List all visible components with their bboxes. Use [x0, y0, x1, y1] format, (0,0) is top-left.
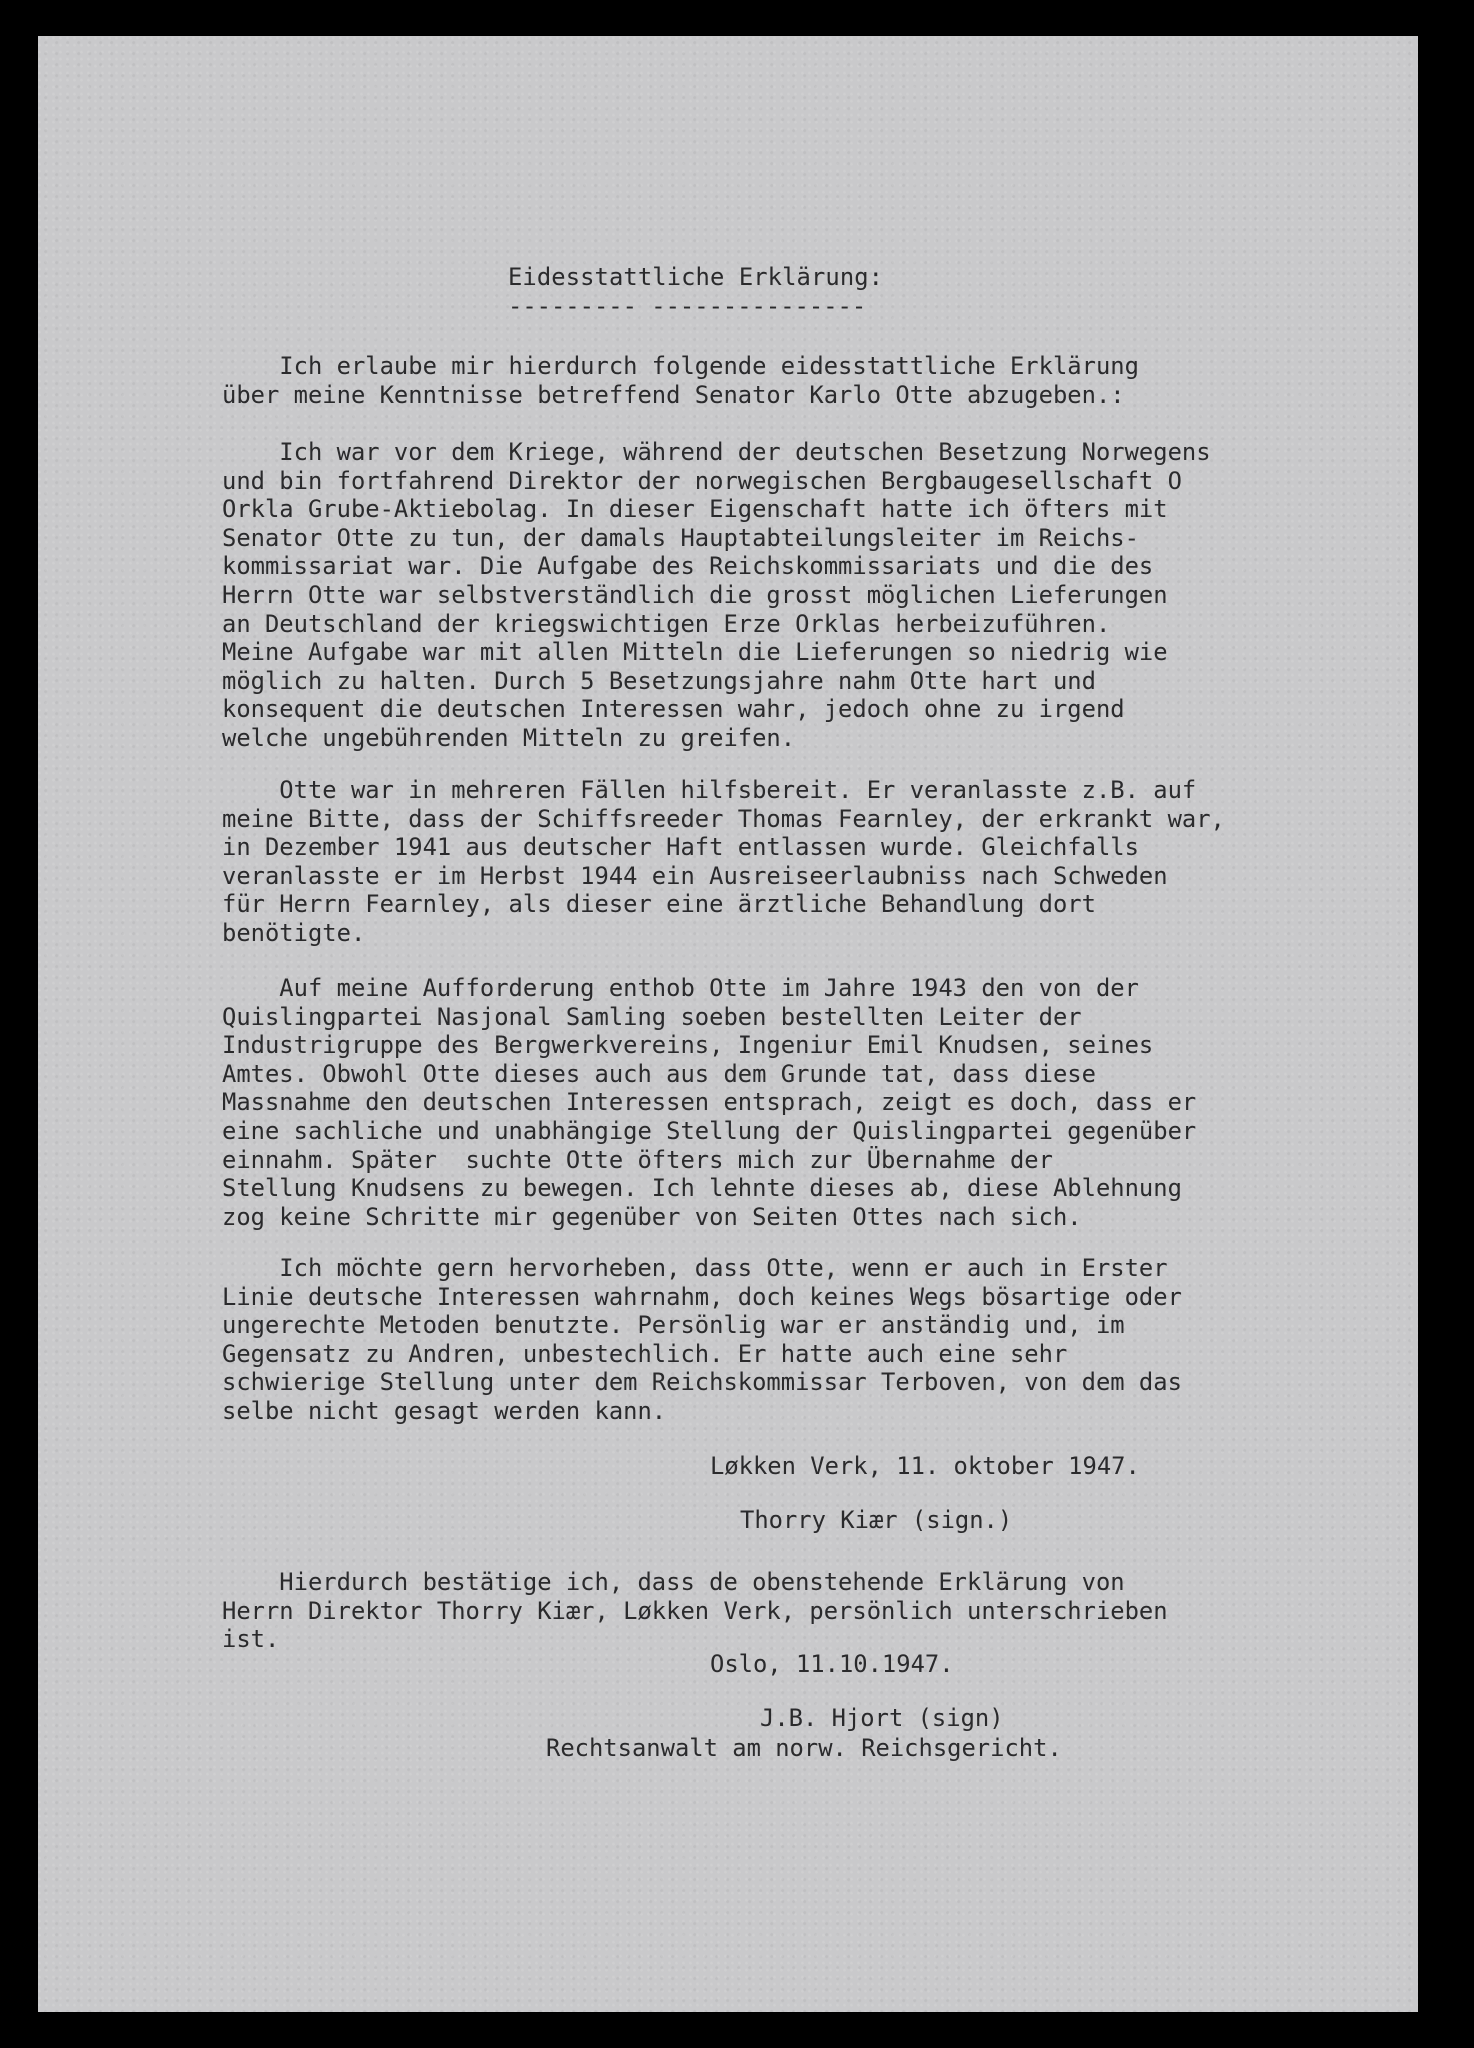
- text-line: Herrn Otte war selbstverständlich die grosst möglichen Lieferungen: [222, 580, 1168, 609]
- text-line: Ich erlaube mir hierdurch folgende eidesstattliche Erklärung: [222, 352, 1139, 380]
- paragraph-background: [222, 438, 1211, 753]
- text-line: veranlasste er im Herbst 1944 ein Ausreiseerlaubniss nach Schweden: [222, 861, 1168, 890]
- text-line: zog keine Schritte mir gegenüber von Seiten Ottes nach sich.: [222, 1202, 1082, 1231]
- text-line: Auf meine Aufforderung enthob Otte im Jahre 1943 den von der: [222, 974, 1139, 1002]
- paragraph-fearnley: [222, 776, 1225, 948]
- signature-kiaer: Thorry Kiær (sign.): [740, 1506, 1013, 1534]
- document-title: Eidesstattliche Erklärung:: [508, 263, 884, 291]
- place-date-lokken: Løkken Verk, 11. oktober 1947.: [710, 1452, 1140, 1480]
- text-line: in Dezember 1941 aus deutscher Haft entlassen wurde. Gleichfalls: [222, 833, 1139, 862]
- text-line: welche ungebührenden Mitteln zu greifen.: [222, 723, 796, 752]
- paragraph-intro: [222, 352, 1139, 409]
- page-edge-shadow: [1418, 960, 1438, 2012]
- place-date-oslo: Oslo, 11.10.1947.: [710, 1650, 954, 1678]
- title-underline: --------- ---------------: [508, 292, 867, 320]
- signature-hjort-title: Rechtsanwalt am norw. Reichsgericht.: [546, 1734, 1062, 1762]
- text-line: Herrn Direktor Thorry Kiær, Løkken Verk, persönlich unterschrieben: [222, 1596, 1168, 1625]
- paragraph-character: [222, 1254, 1182, 1426]
- text-line: Hierdurch bestätige ich, dass de obenstehende Erklärung von: [222, 1568, 1125, 1596]
- text-line: Linie deutsche Interessen wahrnahm, doch keines Wegs bösartige oder: [222, 1282, 1182, 1311]
- text-line: ist.: [222, 1625, 280, 1654]
- text-line: ungerechte Metoden benutzte. Persönlig war er anständig und, im: [222, 1311, 1125, 1340]
- text-line: Ich war vor dem Kriege, während der deutschen Besetzung Norwegens: [222, 438, 1211, 466]
- text-line: an Deutschland der kriegswichtigen Erze Orklas herbeizuführen.: [222, 609, 1111, 638]
- paragraph-confirmation: [222, 1568, 1168, 1654]
- text-line: schwierige Stellung unter dem Reichskommissar Terboven, von dem das: [222, 1368, 1182, 1397]
- text-line: Otte war in mehreren Fällen hilfsbereit. Er veranlasste z.B. auf: [222, 776, 1197, 804]
- text-line: über meine Kenntnisse betreffend Senator Karlo Otte abzugeben.:: [222, 380, 1125, 409]
- text-line: Massnahme den deutschen Interessen entsprach, zeigt es doch, dass er: [222, 1088, 1197, 1117]
- text-line: eine sachliche und unabhängige Stellung der Quislingpartei gegenüber: [222, 1116, 1197, 1145]
- text-line: möglich zu halten. Durch 5 Besetzungsjahre nahm Otte hart und: [222, 666, 1096, 695]
- text-line: Quislingpartei Nasjonal Samling soeben bestellten Leiter der: [222, 1002, 1082, 1031]
- text-line: Gegensatz zu Andren, unbestechlich. Er hatte auch eine sehr: [222, 1339, 1068, 1368]
- signature-hjort: J.B. Hjort (sign): [760, 1704, 1004, 1732]
- text-line: Ich möchte gern hervorheben, dass Otte, wenn er auch in Erster: [222, 1254, 1168, 1282]
- text-line: für Herrn Fearnley, als dieser eine ärztliche Behandlung dort: [222, 890, 1096, 919]
- text-line: meine Bitte, dass der Schiffsreeder Thomas Fearnley, der erkrankt war,: [222, 804, 1225, 833]
- text-line: selbe nicht gesagt werden kann.: [222, 1396, 667, 1425]
- text-line: konsequent die deutschen Interessen wahr, jedoch ohne zu irgend: [222, 695, 1125, 724]
- text-line: Stellung Knudsens zu bewegen. Ich lehnte dieses ab, diese Ablehnung: [222, 1174, 1182, 1203]
- text-line: benötigte.: [222, 918, 366, 947]
- text-line: Industrigruppe des Bergwerkvereins, Ingeniur Emil Knudsen, seines: [222, 1031, 1154, 1060]
- text-line: Amtes. Obwohl Otte dieses auch aus dem Grunde tat, dass diese: [222, 1059, 1096, 1088]
- text-line: kommissariat war. Die Aufgabe des Reichskommissariats und die des: [222, 552, 1154, 581]
- text-line: und bin fortfahrend Direktor der norwegischen Bergbaugesellschaft O: [222, 466, 1182, 495]
- text-line: Meine Aufgabe war mit allen Mitteln die Lieferungen so niedrig wie: [222, 638, 1168, 667]
- paragraph-knudsen: [222, 974, 1196, 1231]
- text-line: Senator Otte zu tun, der damals Hauptabteilungsleiter im Reichs-: [222, 523, 1139, 552]
- text-line: einnahm. Später suchte Otte öfters mich zur Übernahme der: [222, 1145, 1053, 1174]
- text-line: Orkla Grube-Aktiebolag. In dieser Eigenschaft hatte ich öfters mit: [222, 495, 1168, 524]
